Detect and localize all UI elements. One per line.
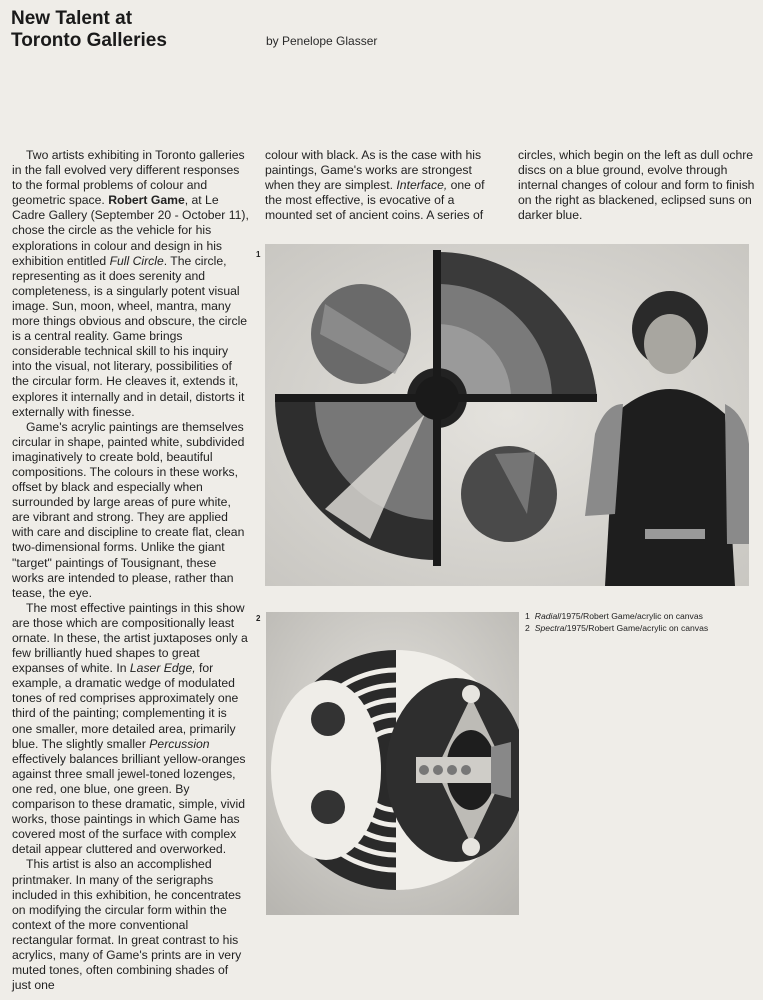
text-column-1 bbox=[12, 148, 250, 993]
caption-number: 2 bbox=[525, 623, 530, 633]
figure-captions bbox=[525, 610, 708, 634]
artist-name: Robert Game bbox=[108, 193, 185, 208]
caption-1 bbox=[525, 610, 708, 622]
text-column-2 bbox=[265, 148, 495, 223]
paragraph-3 bbox=[12, 601, 250, 858]
caption-number: 1 bbox=[525, 611, 530, 621]
spectra-painting-image bbox=[266, 612, 519, 915]
print-title: Interface, bbox=[396, 178, 448, 193]
caption-title: Radial bbox=[534, 611, 560, 621]
title-line-1: New Talent at bbox=[11, 8, 133, 29]
paragraph-5 bbox=[265, 148, 495, 223]
text-column-3 bbox=[518, 148, 758, 223]
text-run: The most effective paintings in this show are those which are compositionally least ornate. In these, the artist juxtaposes only a few brilliantly hued shapes to great expanses of white. In bbox=[12, 600, 248, 676]
radial-painting-with-artist-image bbox=[265, 244, 749, 586]
caption-title: Spectra bbox=[534, 623, 565, 633]
caption-2 bbox=[525, 622, 708, 634]
text-run: for example, a dramatic wedge of modulated tones of red comprises approximately one third of the painting; complementing it is one smaller, more detailed area, primarily blue. The slightly smaller bbox=[12, 661, 239, 751]
exhibition-title: Full Circle bbox=[109, 253, 164, 268]
figure-1-photo bbox=[265, 244, 749, 586]
text-run: . The circle, representing as it does serenity and completeness, is a singularly potent visual image. Sun, moon, wheel, mantra, many more things obvious and obscure, the circle is a central reality. Game brings considerable technical skill to his inquiry into the visual, not literary, possibilities of the circular form. He cleaves it, extends it, explores it internally and in detail, distorts it externally with finesse. bbox=[12, 253, 248, 419]
text-run: effectively balances brilliant yellow-oranges against three small jewel-toned lozenges, one red, one blue, one green. By comparison to these dramatic, simple, vivid works, those paintings in which Game has covered most of the surface with complex detail appear cluttered and overworked. bbox=[12, 751, 246, 857]
figure-2-photo bbox=[266, 612, 519, 915]
painting-title: Laser Edge, bbox=[129, 661, 196, 676]
paragraph-1 bbox=[12, 148, 250, 420]
text-run: one of the most effective, is evocative of a mounted set of ancient coins. A series of bbox=[265, 178, 485, 223]
text-run: , at Le Cadre Gallery (September 20 - October 11), chose the circle as the vehicle for his explorations in colour and design in his exhibition entitled bbox=[12, 193, 249, 268]
paragraph-6: circles, which begin on the left as dull ochre discs on a blue ground, evolve through internal changes of colour and form to finish on the right as blackened, eclipsed suns on darker blue. bbox=[518, 148, 755, 223]
text-run: Two artists exhibiting in Toronto galleries in the fall evolved very different responses to the formal problems of colour and geometric space. bbox=[12, 148, 245, 208]
figure-2-number: 2 bbox=[256, 614, 261, 623]
figure-1-number: 1 bbox=[256, 250, 261, 259]
paragraph-2: Game's acrylic paintings are themselves circular in shape, painted white, subdivided imaginatively to create bold, beautiful compositions. The colours in these works, offset by black and especially when surrounded by large areas of pure white, are vibrant and strong. They are applied with care and discipline to create flat, clean two-dimensional forms. Unlike the giant "target" paintings of Tousignant, these works are intended to please, rather than tease, the eye. bbox=[12, 419, 245, 600]
caption-details: /1975/Robert Game/acrylic on canvas bbox=[559, 611, 703, 621]
painting-title: Percussion bbox=[149, 736, 210, 751]
title-line-2: Toronto Galleries bbox=[11, 30, 167, 51]
paragraph-4: This artist is also an accomplished printmaker. In many of the serigraphs included in this exhibition, he concentrates on modifying the circular form within the context of the more conventional rectangular format. In great contrast to his acrylics, many of Game's prints are in very muted tones, often combining shades of just one bbox=[12, 857, 242, 993]
article-title bbox=[11, 8, 167, 52]
text-run: colour with black. As is the case with his paintings, Game's works are strongest when they are simplest. bbox=[265, 148, 482, 193]
caption-details: /1975/Robert Game/acrylic on canvas bbox=[564, 623, 709, 633]
byline: by Penelope Glasser bbox=[266, 34, 378, 48]
